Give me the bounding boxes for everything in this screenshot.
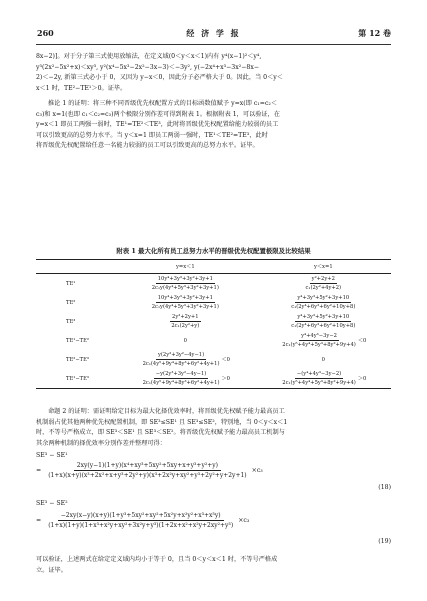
fraction-numerator: −y(2y³+3y²−4y−1) [155, 371, 207, 377]
fraction-numerator: y(2y³+3y²−4y−1) [157, 352, 205, 358]
proof-continuation [36, 52, 391, 94]
text-line: c₃)和 x=1(也即 c₁＜c₂=c₃)两个极限分别作差可得到附表 1。根据附表 1，可以验证，在 [36, 110, 280, 118]
row-label: TE¹ [66, 280, 76, 287]
fraction-denominator: 2c₁(4y⁵+9y⁴+8y³+6y²+4y+1) [142, 361, 220, 367]
table-cell [115, 274, 256, 294]
column-header-y-lt-x: y＜x=1 [256, 260, 391, 274]
table-row [36, 293, 391, 312]
comparison-sign: ＞0 [357, 376, 367, 382]
fraction-numerator: y⁴+3y³+5y²+3y+10 [297, 314, 350, 320]
fraction-denominator: 2c₁(y⁵+4y⁴+5y³+8y²+9y+4) [282, 342, 356, 348]
equation-lhs: SE³ − SE² [36, 500, 68, 507]
row-label: TE² [66, 299, 76, 306]
table-row [36, 350, 391, 369]
fraction-numerator: y²+2y+2 [311, 276, 335, 282]
table-cell [256, 331, 391, 350]
table-cell [256, 369, 391, 389]
text-line: x＜1 时，TE²−TE¹＞0。证毕。 [36, 84, 127, 92]
text-line: 时，不等号严格成立，即 SE³＜SE¹ 且 SE³＜SE²。将晋级优先权赋予能力最高员工机制与 [36, 429, 285, 437]
fraction-denominator: 2c₁(4y⁵+9y⁴+8y³+6y²+4y+1) [142, 380, 220, 386]
table-header-row [36, 260, 391, 274]
fraction-denominator: 2c₁(y⁵+4y⁴+5y³+8y²+9y+4) [282, 380, 356, 386]
table-cell [256, 312, 391, 331]
table-caption: 附表 1 最大化所有员工总努力水平的晋级优先权配置极限及比较结果 [116, 247, 311, 255]
text-line: 命题 2 的证明：需证明给定目标为最大化择优效率时，将晋级优先权赋予能力最高员工 [48, 408, 285, 415]
text-line: 可以引致更高的总努力水平。当 y＜x=1 即员工两弱一强时，TE¹＜TE²=TE³，此时 [36, 131, 268, 139]
proposition-proof [36, 407, 391, 449]
table-row [36, 331, 391, 350]
table-row [36, 274, 391, 294]
equation-denominator: (1+x)(x+y)(x³+2x²+x+y³+2y²+y)(x³+2x²y+xy²+y³+2y²+y+2y+1) [48, 472, 247, 479]
fraction-numerator: y⁴+4y³−3y−2 [301, 333, 337, 339]
comparison-table [36, 259, 391, 389]
fraction-denominator: c₁(2y⁴+6y³+6y²+10y+8) [291, 323, 356, 329]
fraction-denominator: 2c₁y(4y⁴+5y³+3y²+3y+1) [151, 285, 219, 291]
text-line: 2)＜−2y, 新第三式必小于 0，又因为 y−x＜0，因此分子必严格大于 0。因此，当 0＜y＜ [36, 74, 283, 82]
equation-denominator: (1+x)(1+y)(1+x³+x²y+xy²+3x²y+y³)(1+2x+x²+x²y+2xy²+y³) [48, 522, 234, 529]
text-line: 可以验证，上述两式在给定定义域内均小于等于 0，且当 0＜y＜x＜1 时，不等号严格成 [36, 556, 278, 563]
table-cell: 0 [321, 356, 325, 363]
text-line: 8x−2)]。对于分子第三式使用放缩法，在定义域(0＜y＜x＜1)内有 y⁴(x−1)²＜y⁴, [36, 53, 262, 60]
equation-numerator: −2xy(x−y)(x+y)(1+y³+5xy²+xy²+5x²y+x²y²+x³+x³y) [58, 512, 224, 521]
row-label: TE²−TE³ [66, 356, 89, 363]
equation-19 [36, 500, 391, 550]
equation-number: (18) [378, 484, 391, 491]
fraction-denominator: c₁(2y⁴+6y³+6y²+10y+8) [291, 304, 356, 310]
text-line: 机制弱占优其他两种优先权配置机制，即 SE³≤SE¹ 且 SE³≤SE²，特别地，当 0＜y＜x＜1 [36, 418, 288, 426]
text-line: 立。证毕。 [36, 566, 67, 574]
equation-18 [36, 452, 391, 498]
text-line: 其余两种机制的择优效率分别作差并整理可得： [36, 439, 166, 447]
fraction-denominator: 2c₁y(4y⁴+5y³+3y²+3y+1) [151, 304, 219, 310]
table-row [36, 369, 391, 389]
header-rule [36, 44, 391, 45]
equals-sign: = [36, 517, 42, 524]
column-header-y-eq-x: y=x＜1 [115, 260, 256, 274]
journal-title: 经 济 学 报 [186, 28, 241, 38]
text-line: 将晋级优先权配置给任意一名能力较弱的员工可以引致更高的总努力水平。证毕。 [36, 142, 259, 150]
row-label: TE³ [66, 318, 76, 325]
corollary-proof [36, 99, 391, 152]
closing-text [36, 555, 391, 576]
equation-lhs: SE³ − SE¹ [36, 452, 68, 459]
equation-suffix: ×c₃ [251, 467, 263, 474]
fraction-numerator: −(y⁴+4y³−3y−2) [296, 371, 342, 377]
row-label: TE¹−TE² [66, 337, 89, 344]
fraction-denominator: c₁(2y²+4y+2) [305, 285, 342, 291]
row-label: TE¹−TE³ [36, 369, 115, 389]
equation-number: (19) [378, 538, 391, 545]
table-row [36, 312, 391, 331]
fraction-numerator: y⁴+3y³+5y²+3y+10 [297, 295, 350, 301]
page-number: 260 [37, 28, 54, 38]
equation-numerator: 2xy(y−1)(1+y)(x⁴+xy³+5xy²+5xy+x+y³+y²+y) [74, 462, 221, 471]
table-cell [115, 293, 256, 312]
comparison-sign: ＜0 [221, 357, 230, 363]
text-line: y=x＜1 即员工两强一弱时，TE¹=TE²＜TE³，此时将晋级优先权配置给能力较弱的员工 [36, 121, 279, 129]
equals-sign: = [36, 467, 42, 474]
table-cell [115, 350, 256, 369]
equation-suffix: ×c₃ [238, 517, 250, 524]
table-cell: 0 [183, 337, 187, 344]
text-line: 推论 1 的证明：将三种不同晋级优先权配置方式的目标函数值赋予 y=x(即 c₁=c₂＜ [48, 100, 278, 107]
fraction-numerator: 2y³+2y+1 [172, 314, 199, 320]
text-line: y³(2x²−5x²+x)＜xy³, y²(x⁴−5x³−2x²−3x−3)＜−3y², y(−2x⁴+x³−3x²−8x− [36, 63, 260, 71]
comparison-sign: ＜0 [357, 338, 367, 344]
fraction-numerator: 10y⁴+3y³+3y²+3y+1 [157, 295, 213, 301]
table-cell [115, 369, 256, 389]
fraction-numerator: 10y⁴+3y³+3y²+3y+1 [157, 276, 213, 282]
table-cell [256, 274, 391, 294]
table-cell [256, 293, 391, 312]
table-corner [36, 260, 115, 274]
fraction-denominator: 2c₁(2y²+y) [171, 323, 200, 329]
running-header [0, 28, 427, 40]
comparison-sign: ＞0 [221, 376, 230, 382]
volume-label: 第 12 卷 [358, 28, 391, 38]
table-cell [115, 312, 256, 331]
